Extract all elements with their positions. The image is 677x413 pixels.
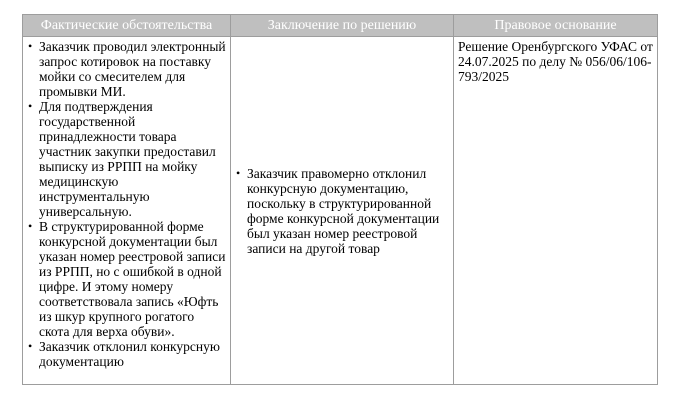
list-item xyxy=(27,39,226,99)
bullet-marker: • xyxy=(28,99,33,113)
legal-basis-text: Решение Оренбургского УФАС от 24.07.2025 по делу № 056/06/106-793/2025 xyxy=(458,39,653,84)
list-item-text: В структурированной форме конкурсной документации был указан номер реестровой записи из РРПП, но с ошибкой в одной цифре. И этому номеру соответствовала запись «Юфть из шкур крупного рогатого скота для верха обуви». xyxy=(39,219,226,339)
decision-table xyxy=(22,14,658,385)
bullet-marker: • xyxy=(28,339,33,353)
column-header-legal-basis: Правовое основание xyxy=(454,15,658,37)
conclusion-cell xyxy=(231,37,454,385)
list-item-text: Заказчик отклонил конкурсную документацию xyxy=(39,339,220,369)
bullet-marker: • xyxy=(236,165,241,180)
column-header-facts: Фактические обстоятельства xyxy=(23,15,231,37)
bullet-marker: • xyxy=(28,219,33,233)
column-header-conclusion: Заключение по решению xyxy=(231,15,454,37)
list-item xyxy=(27,339,226,369)
list-item xyxy=(27,99,226,219)
list-item xyxy=(27,219,226,339)
list-item-text: Для подтверждения государственной принадлежности товара участник закупки предоставил выписку из РРПП на мойку медицинскую инструментальную универсальную. xyxy=(39,99,216,219)
facts-cell xyxy=(23,37,231,385)
bullet-marker: • xyxy=(28,39,33,53)
facts-list xyxy=(27,39,226,369)
table-body-row xyxy=(23,37,658,385)
list-item xyxy=(235,166,449,256)
legal-basis-cell xyxy=(454,37,658,385)
list-item-text: Заказчик проводил электронный запрос котировок на поставку мойки со смесителем для промывки МИ. xyxy=(39,39,226,99)
conclusion-list xyxy=(235,166,449,256)
table-header-row xyxy=(23,15,658,37)
list-item-text: Заказчик правомерно отклонил конкурсную документацию, поскольку в структурированной форме конкурсной документации был указан номер реестровой записи на другой товар xyxy=(247,165,440,256)
